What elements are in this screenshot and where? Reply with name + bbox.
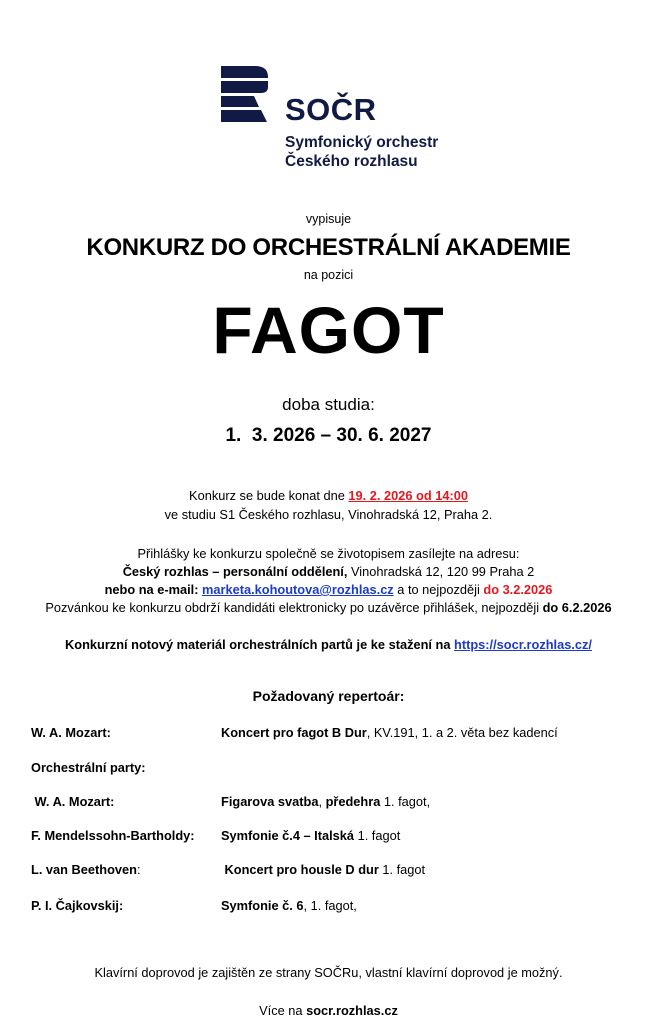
work-detail: 1. fagot bbox=[354, 828, 401, 843]
materials-line bbox=[0, 636, 657, 654]
email-prefix: nebo na e-mail: bbox=[104, 582, 203, 597]
announces-text: vypisuje bbox=[305, 212, 352, 226]
composer-name: L. van Beethoven bbox=[31, 862, 137, 877]
more-prefix: Více na bbox=[259, 1003, 307, 1018]
application-address bbox=[0, 563, 657, 581]
composer-colon: : bbox=[136, 862, 141, 877]
work-title: Symfonie č. 6 bbox=[221, 898, 304, 913]
more-info-line bbox=[0, 1002, 657, 1020]
work-detail: 1. fagot bbox=[378, 862, 426, 877]
position-label: na pozici bbox=[303, 268, 354, 282]
materials-text: Konkurzní notový materiál orchestrálních partů je ke stažení na bbox=[65, 637, 455, 652]
application-intro: Přihlášky ke konkurzu společně se životopisem zasílejte na adresu: bbox=[137, 546, 520, 561]
repertoire-work bbox=[221, 862, 425, 877]
logo-subtitle-line1: Symfonický orchestr bbox=[285, 134, 439, 151]
application-email-line bbox=[0, 581, 657, 599]
study-period-value bbox=[0, 425, 657, 447]
logo-name: SOČR bbox=[285, 92, 377, 127]
repertoire-composer: W. A. Mozart: bbox=[31, 794, 115, 809]
accompaniment-note: Klavírní doprovod je zajištěn ze strany SOČRu, vlastní klavírní doprovod je možný. bbox=[94, 965, 563, 980]
position-title: FAGOT bbox=[212, 293, 445, 367]
repertoire-title: Požadovaný repertoár: bbox=[252, 688, 405, 704]
work-detail: , KV.191, 1. a 2. věta bez kadencí bbox=[366, 725, 558, 740]
work-title: Koncert pro fagot B Dur bbox=[221, 725, 367, 740]
orchestral-parts-heading: Orchestrální party: bbox=[31, 760, 146, 775]
repertoire-composer bbox=[31, 862, 141, 877]
study-period-label: doba studia: bbox=[282, 395, 375, 414]
address-department: Český rozhlas – personální oddělení, bbox=[122, 564, 348, 579]
address-street: Vinohradská 12, 120 99 Praha 2 bbox=[347, 564, 535, 579]
invitation-line bbox=[0, 599, 657, 617]
study-period-text: 1. 3. 2026 – 30. 6. 2027 bbox=[225, 425, 432, 446]
work-title: Koncert pro housle D dur bbox=[221, 862, 379, 877]
work-title: Figarova svatba bbox=[221, 794, 319, 809]
more-link[interactable]: socr.rozhlas.cz bbox=[306, 1003, 398, 1018]
headline: KONKURZ DO ORCHESTRÁLNÍ AKADEMIE bbox=[86, 234, 571, 261]
work-title: Symfonie č.4 – Italská bbox=[221, 828, 355, 843]
email-link[interactable]: marketa.kohoutova@rozhlas.cz bbox=[202, 582, 394, 597]
repertoire-work bbox=[221, 794, 430, 809]
repertoire-composer: F. Mendelssohn-Bartholdy: bbox=[31, 828, 195, 843]
work-detail: 1. fagot, bbox=[380, 794, 431, 809]
invitation-text: Pozvánkou ke konkurzu obdrží kandidáti elektronicky po uzávěrce přihlášek, nejpozději bbox=[45, 600, 543, 615]
repertoire-composer: P. I. Čajkovskij: bbox=[31, 898, 124, 913]
invitation-deadline: do 6.2.2026 bbox=[542, 600, 612, 615]
audition-date-line bbox=[0, 487, 657, 505]
repertoire-composer: W. A. Mozart: bbox=[31, 725, 111, 740]
materials-link[interactable]: https://socr.rozhlas.cz/ bbox=[454, 637, 592, 652]
application-deadline: do 3.2.2026 bbox=[483, 582, 553, 597]
work-detail: , 1. fagot, bbox=[303, 898, 357, 913]
logo-subtitle-line2: Českého rozhlasu bbox=[285, 153, 418, 170]
socr-r-logo-icon bbox=[221, 66, 269, 122]
deadline-prefix: a to nejpozději bbox=[393, 582, 484, 597]
repertoire-work bbox=[221, 725, 558, 740]
audition-prefix: Konkurz se bude konat dne bbox=[189, 488, 349, 503]
audition-location: ve studiu S1 Českého rozhlasu, Vinohradská 12, Praha 2. bbox=[164, 507, 493, 522]
repertoire-work bbox=[221, 898, 357, 913]
work-separator: , bbox=[318, 794, 326, 809]
work-movement: předehra bbox=[325, 794, 381, 809]
audition-datetime: 19. 2. 2026 od 14:00 bbox=[348, 488, 468, 503]
repertoire-work bbox=[221, 828, 400, 843]
